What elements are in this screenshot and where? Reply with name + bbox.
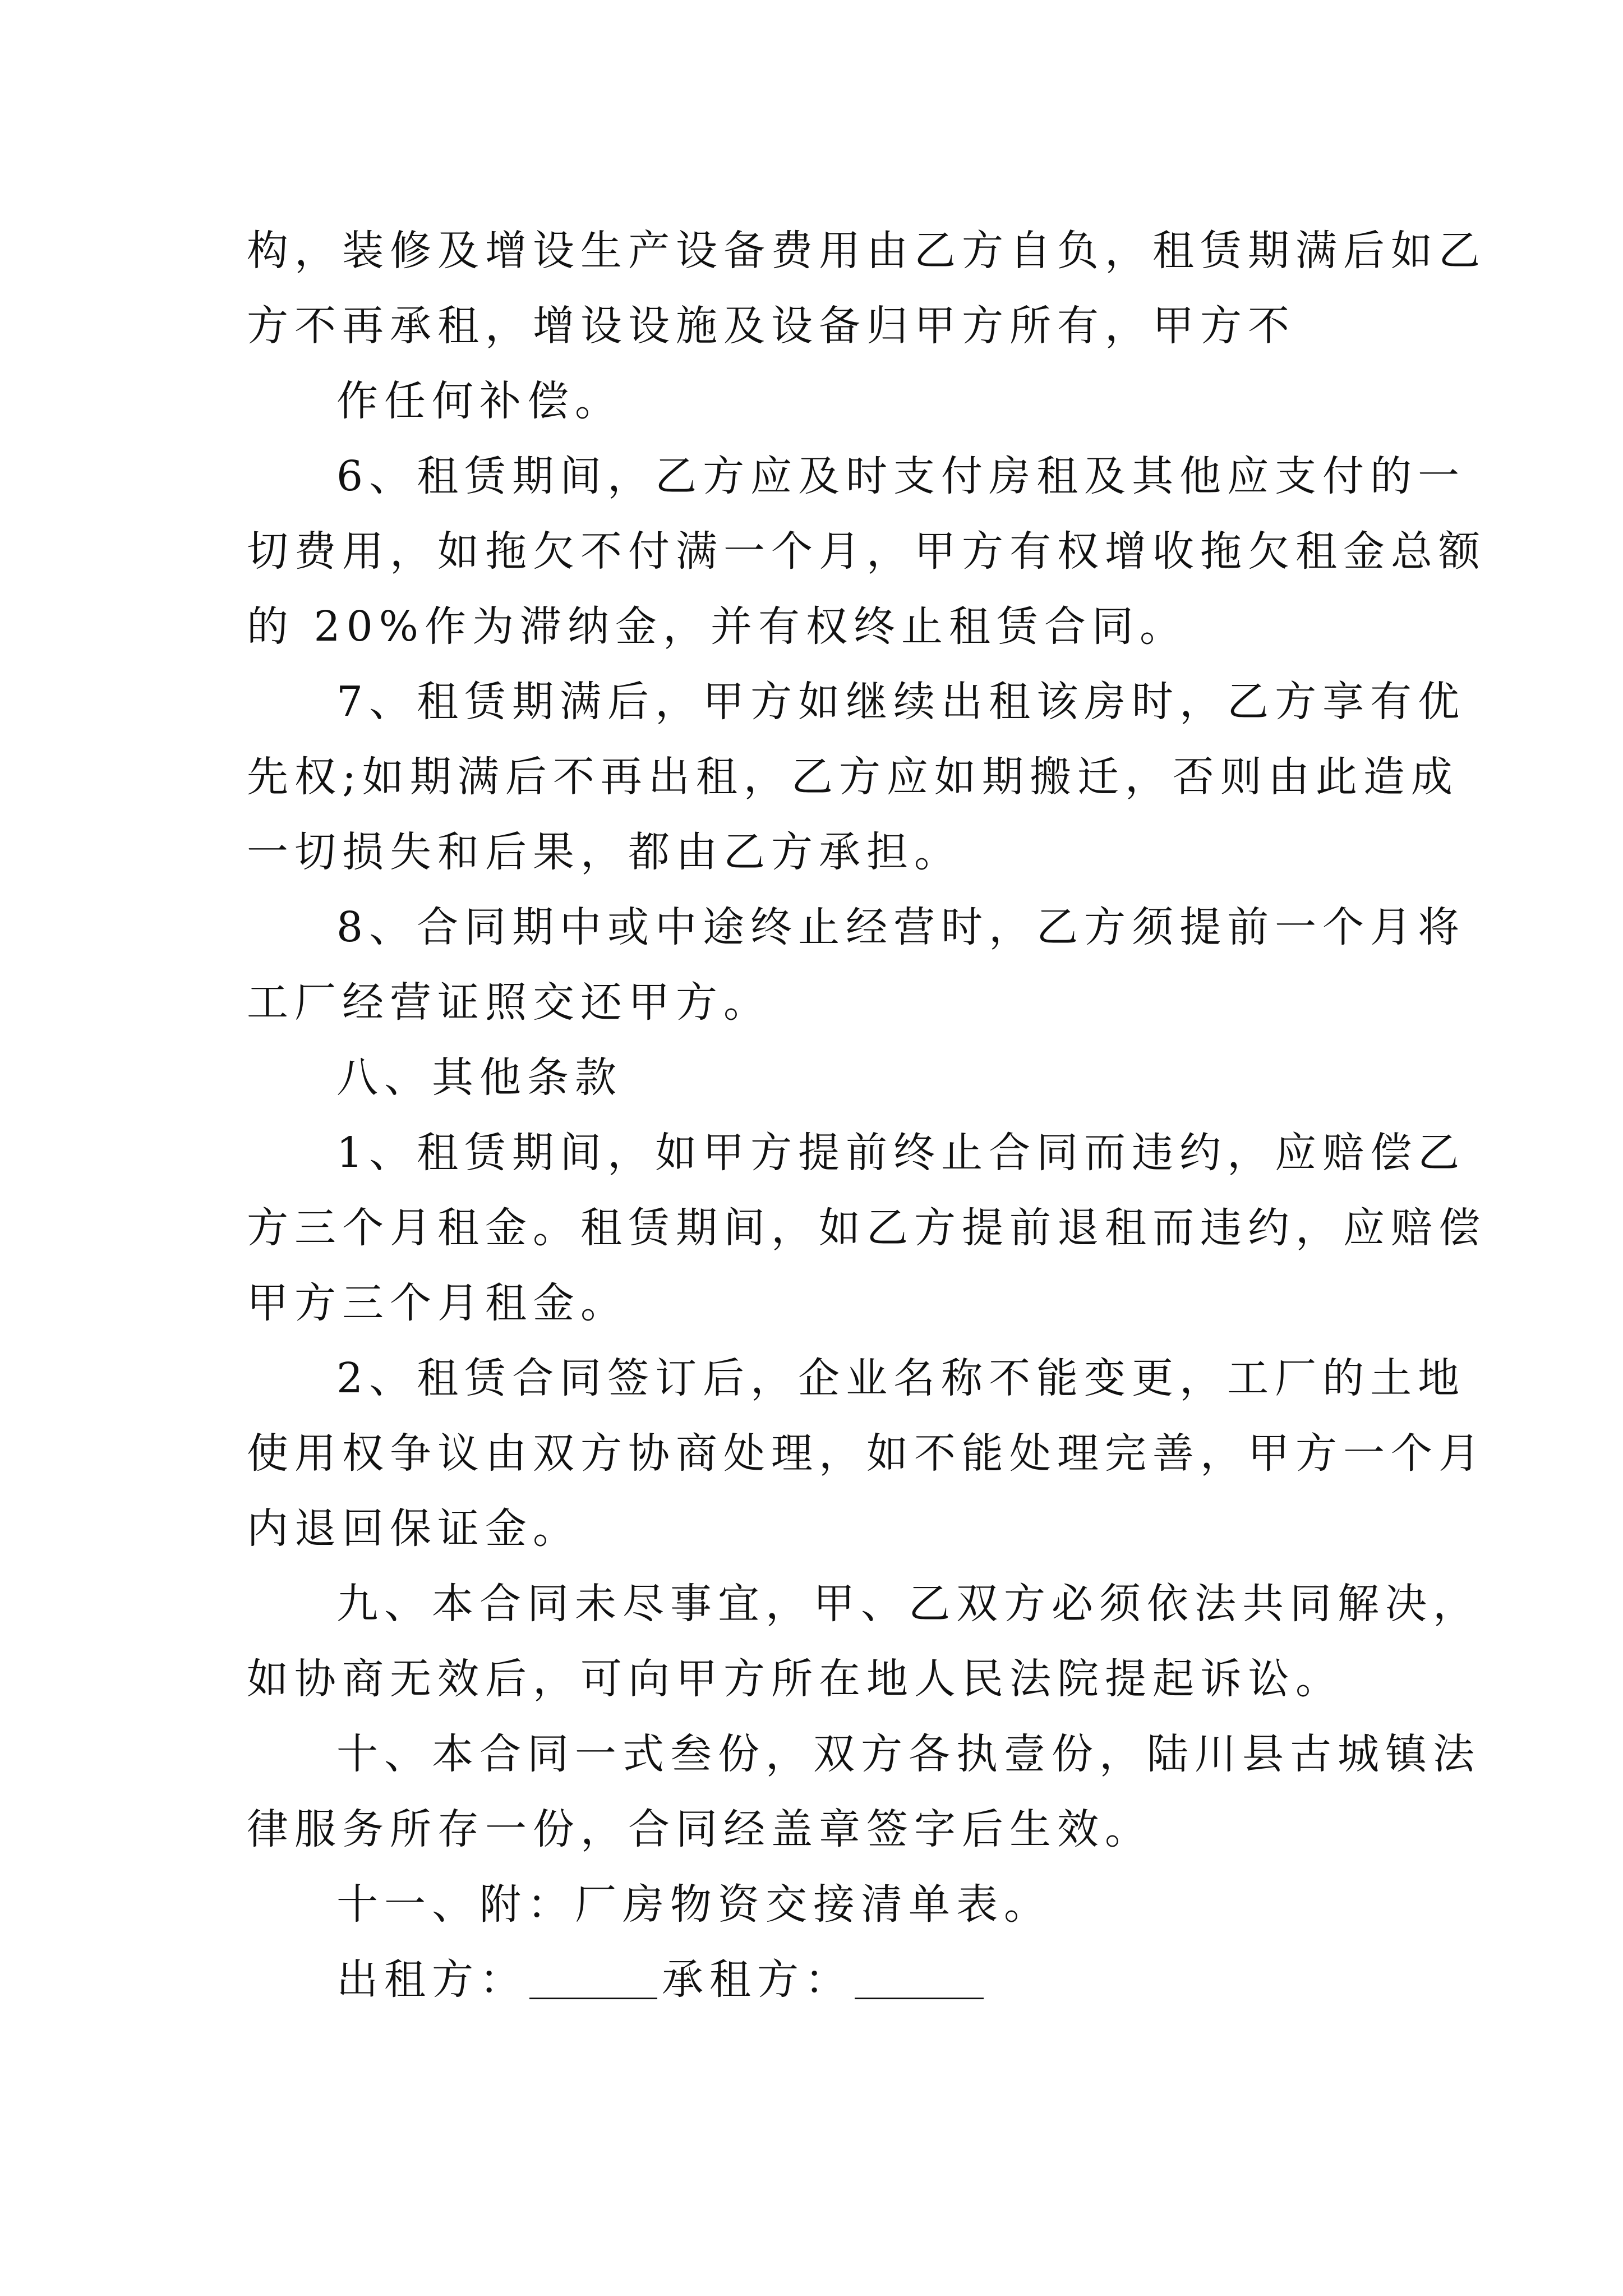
section-heading-other-terms: 八、其他条款 bbox=[336, 1053, 623, 1102]
lessee-label: 承租方： bbox=[662, 1955, 852, 2004]
other-terms-clause-2-line: 2、租赁合同签订后，企业名称不能变更，工厂的土地 bbox=[336, 1354, 1466, 1402]
contract-body bbox=[247, 213, 1486, 2017]
section-nine-line: 九、本合同未尽事宜，甲、乙双方必须依法共同解决， bbox=[336, 1580, 1481, 1628]
text-line: 的 20%作为滞纳金，并有权终止租赁合同。 bbox=[247, 602, 1187, 651]
lessor-label: 出租方： bbox=[336, 1955, 527, 2004]
text-line: 律服务所存一份，合同经盖章签字后生效。 bbox=[247, 1805, 1152, 1853]
text-line: 甲方三个月租金。 bbox=[247, 1279, 628, 1327]
section-eleven-line: 十一、附：厂房物资交接清单表。 bbox=[336, 1880, 1052, 1929]
lessee-signature-blank bbox=[855, 1956, 984, 1999]
signature-row bbox=[247, 1942, 1380, 2017]
text-line: 如协商无效后，可向甲方所在地人民法院提起诉讼。 bbox=[247, 1655, 1343, 1703]
section-ten-line: 十、本合同一式叁份，双方各执壹份，陆川县古城镇法 bbox=[336, 1730, 1481, 1778]
text-line: 内退回保证金。 bbox=[247, 1504, 580, 1553]
clause-8-line: 8、合同期中或中途终止经营时，乙方须提前一个月将 bbox=[336, 903, 1466, 951]
text-line: 方不再承租，增设设施及设备归甲方所有，甲方不 bbox=[247, 302, 1295, 350]
text-line: 一切损失和后果，都由乙方承担。 bbox=[247, 828, 962, 876]
text-line: 构，装修及增设生产设备费用由乙方自负，租赁期满后如乙 bbox=[247, 227, 1486, 275]
clause-7-line: 7、租赁期满后，甲方如继续出租该房时，乙方享有优 bbox=[336, 678, 1466, 726]
text-line: 工厂经营证照交还甲方。 bbox=[247, 978, 771, 1027]
text-line: 先权;如期满后不再出租，乙方应如期搬迁，否则由此造成 bbox=[247, 753, 1459, 801]
lessor-signature-blank bbox=[529, 1956, 657, 1999]
clause-6-line: 6、租赁期间，乙方应及时支付房租及其他应支付的一 bbox=[336, 452, 1466, 500]
text-line: 切费用，如拖欠不付满一个月，甲方有权增收拖欠租金总额 bbox=[247, 527, 1486, 576]
text-line: 作任何补偿。 bbox=[336, 377, 623, 425]
text-line: 使用权争议由双方协商处理，如不能处理完善，甲方一个月 bbox=[247, 1429, 1486, 1478]
text-line: 方三个月租金。租赁期间，如乙方提前退租而违约，应赔偿 bbox=[247, 1204, 1486, 1252]
other-terms-clause-1-line: 1、租赁期间，如甲方提前终止合同而违约，应赔偿乙 bbox=[336, 1129, 1466, 1177]
